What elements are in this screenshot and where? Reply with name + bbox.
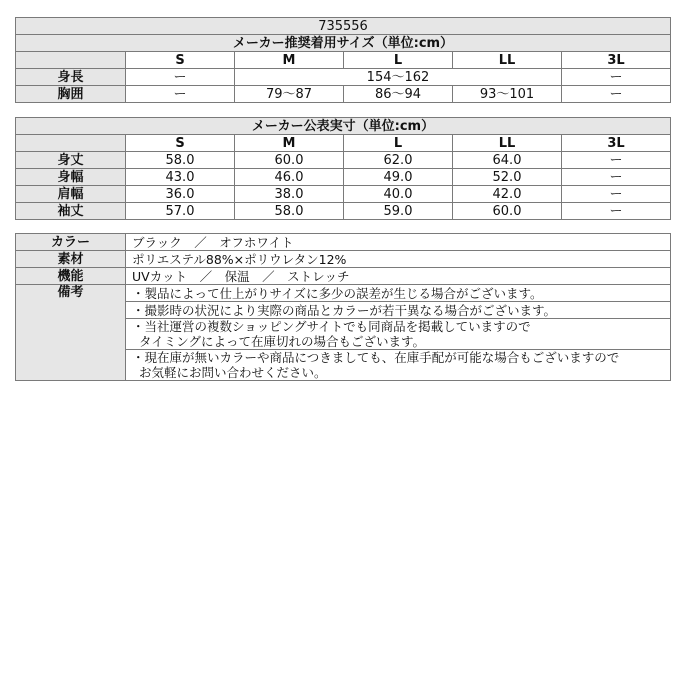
size-header: S bbox=[126, 135, 235, 152]
height-range: 154〜162 bbox=[235, 69, 562, 86]
note-item bbox=[126, 350, 671, 381]
size-header: L bbox=[344, 135, 453, 152]
size-header: L bbox=[344, 52, 453, 69]
cell-value: 42.0 bbox=[453, 186, 562, 203]
table-row bbox=[16, 203, 671, 220]
product-detail-table bbox=[15, 233, 671, 381]
cell-value: 57.0 bbox=[126, 203, 235, 220]
size-header: LL bbox=[453, 135, 562, 152]
note-item bbox=[126, 302, 671, 319]
height-value: ー bbox=[126, 69, 235, 86]
note-line: ・現在庫が無いカラーや商品につきましても、在庫手配が可能な場合もございますので bbox=[132, 350, 620, 365]
note-line: お気軽にお問い合わせください。 bbox=[139, 365, 327, 380]
cell-value: 49.0 bbox=[344, 169, 453, 186]
row-label: 身丈 bbox=[16, 152, 126, 169]
measurement-title: メーカー公表実寸（単位:cm） bbox=[16, 118, 671, 135]
row-label: 肩幅 bbox=[16, 186, 126, 203]
cell-value: 58.0 bbox=[126, 152, 235, 169]
cell-value: 62.0 bbox=[344, 152, 453, 169]
cell-value: ー bbox=[562, 169, 671, 186]
size-header: M bbox=[235, 135, 344, 152]
chest-value: ー bbox=[126, 86, 235, 103]
cell-value: ー bbox=[562, 152, 671, 169]
note-line: タイミングによって在庫切れの場合もございます。 bbox=[139, 334, 426, 349]
cell-value: 40.0 bbox=[344, 186, 453, 203]
cell-value: 36.0 bbox=[126, 186, 235, 203]
size-header: LL bbox=[453, 52, 562, 69]
cell-value: 60.0 bbox=[235, 152, 344, 169]
note-line: ・当社運営の複数ショッピングサイトでも同商品を掲載していますので bbox=[132, 319, 531, 334]
cell-value: 38.0 bbox=[235, 186, 344, 203]
product-code: 735556 bbox=[16, 18, 671, 35]
cell-value: 46.0 bbox=[235, 169, 344, 186]
height-value: ー bbox=[562, 69, 671, 86]
recommended-size-table bbox=[15, 17, 671, 103]
size-header: 3L bbox=[562, 52, 671, 69]
chest-label: 胸囲 bbox=[16, 86, 126, 103]
size-header: 3L bbox=[562, 135, 671, 152]
cell-value: 58.0 bbox=[235, 203, 344, 220]
row-label: 身幅 bbox=[16, 169, 126, 186]
color-value: ブラック ／ オフホワイト bbox=[126, 234, 671, 251]
color-label: カラー bbox=[16, 234, 126, 251]
function-value: UVカット ／ 保温 ／ ストレッチ bbox=[126, 268, 671, 285]
note-item bbox=[126, 285, 671, 302]
row-label: 袖丈 bbox=[16, 203, 126, 220]
cell-value: ー bbox=[562, 186, 671, 203]
chest-value: 93〜101 bbox=[453, 86, 562, 103]
recommended-size-title: メーカー推奨着用サイズ（単位:cm） bbox=[16, 35, 671, 52]
table-row bbox=[16, 152, 671, 169]
note-item bbox=[126, 319, 671, 350]
cell-value: 52.0 bbox=[453, 169, 562, 186]
note-line: ・撮影時の状況により実際の商品とカラーが若干異なる場合がございます。 bbox=[132, 302, 557, 318]
measurement-table bbox=[15, 117, 671, 220]
table-row bbox=[16, 169, 671, 186]
corner-cell bbox=[16, 135, 126, 152]
notes-label: 備考 bbox=[16, 285, 126, 381]
cell-value: 43.0 bbox=[126, 169, 235, 186]
table-row bbox=[16, 186, 671, 203]
cell-value: 59.0 bbox=[344, 203, 453, 220]
chest-value: 86〜94 bbox=[344, 86, 453, 103]
size-header: S bbox=[126, 52, 235, 69]
material-label: 素材 bbox=[16, 251, 126, 268]
chest-value: 79〜87 bbox=[235, 86, 344, 103]
cell-value: ー bbox=[562, 203, 671, 220]
size-header: M bbox=[235, 52, 344, 69]
chest-value: ー bbox=[562, 86, 671, 103]
height-label: 身長 bbox=[16, 69, 126, 86]
corner-cell bbox=[16, 52, 126, 69]
material-value: ポリエステル88%×ポリウレタン12% bbox=[126, 251, 671, 268]
note-line: ・製品によって仕上がりサイズに多少の誤差が生じる場合がございます。 bbox=[132, 285, 543, 301]
cell-value: 64.0 bbox=[453, 152, 562, 169]
cell-value: 60.0 bbox=[453, 203, 562, 220]
function-label: 機能 bbox=[16, 268, 126, 285]
